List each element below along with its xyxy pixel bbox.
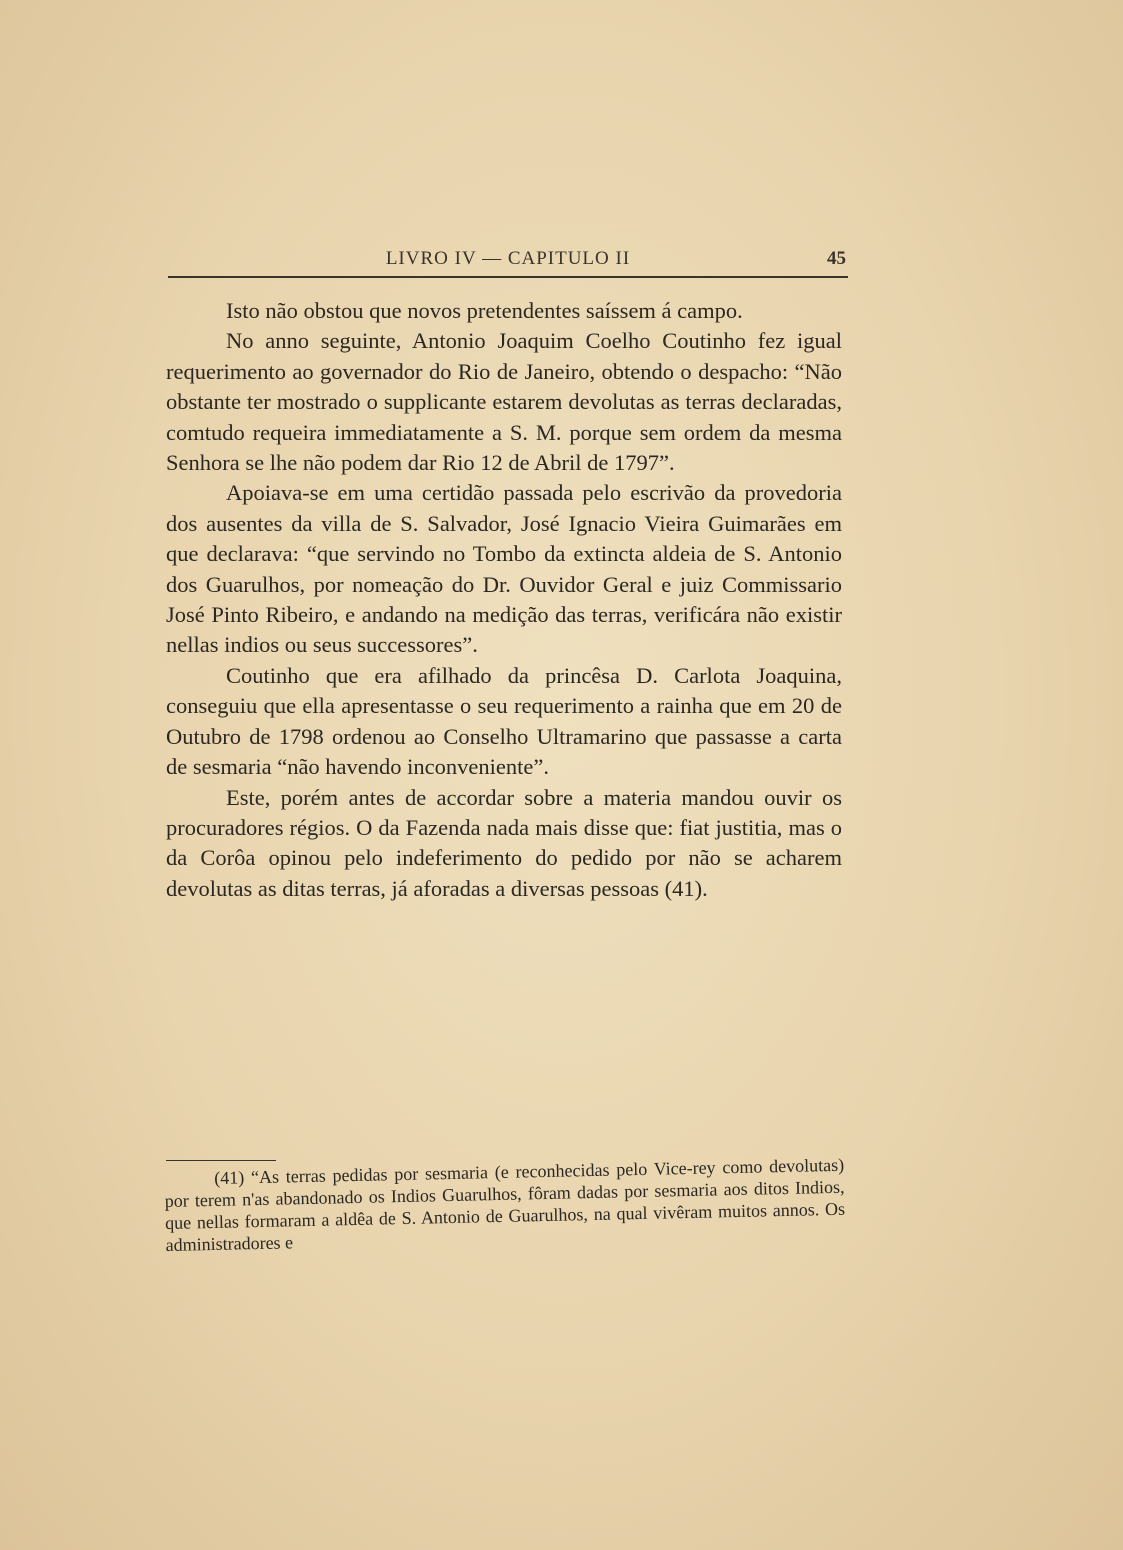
paragraph: Apoiava-se em uma certidão passada pelo escrivão da provedoria dos ausentes da villa de S. Salvador, José Ignacio Vieira Guimarães em que declarava: “que servindo no Tombo da extincta aldeia de S. Antonio dos Guarulhos, por nomeação do Dr. Ouvidor Geral e juiz Commissario José Pinto Ribeiro, e andando na medição das terras, verificára não existir nellas indios ou seus successores”. <box>166 480 842 658</box>
paragraph: Este, porém antes de accordar sobre a materia mandou ouvir os procuradores régios. O da Fazenda nada mais disse que: fiat justitia, mas o da Corôa opinou pelo indeferimento do pedido por não se acharem devolutas as ditas terras, já aforadas a diversas pessoas (41). <box>166 784 842 901</box>
footnote-text: (41) “As terras pedidas por sesmaria (e reconhecidas pelo Vice-rey como devolutas) por terem n'as abandonado os Indios Guarulhos, fôram dadas por sesmaria aos ditos Indios, que nellas formaram a aldêa de S. Antonio de Guarulhos, na qual vivêram muitos annos. Os administradores e <box>164 1154 846 1255</box>
running-head <box>168 246 848 278</box>
footnote <box>164 1154 846 1256</box>
body-text <box>166 296 842 904</box>
paragraph: Coutinho que era afilhado da princêsa D. Carlota Joaquina, conseguiu que ella apresentasse o seu requerimento a rainha que em 20 de Outubro de 1798 ordenou ao Conselho Ultramarino que passasse a carta de sesmaria “não havendo inconveniente”. <box>166 662 842 780</box>
page-number: 45 <box>827 248 846 269</box>
paragraph: No anno seguinte, Antonio Joaquim Coelho Coutinho fez igual requerimento ao governador do Rio de Janeiro, obtendo o despacho: “Não obstante ter mostrado o supplicante estarem devolutas as terras declaradas, comtudo requeira immediatamente a S. M. porque sem ordem da mesma Senhora se lhe não podem dar Rio 12 de Abril de 1797”. <box>166 328 842 476</box>
footnote-rule <box>166 1160 276 1161</box>
paragraph: Isto não obstou que novos pretendentes saíssem á campo. <box>226 298 743 323</box>
running-title: LIVRO IV — CAPITULO II <box>385 248 631 269</box>
